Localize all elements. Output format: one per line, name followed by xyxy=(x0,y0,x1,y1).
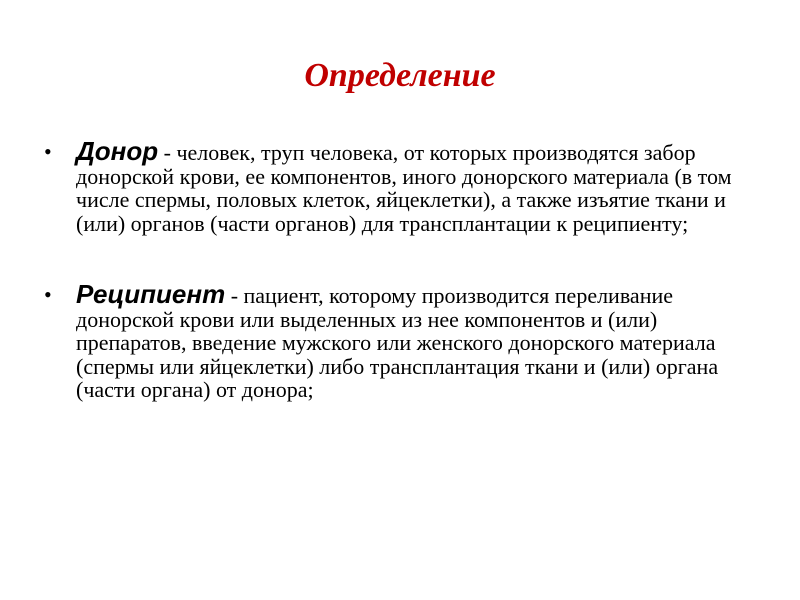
bullet-icon: • xyxy=(44,282,52,307)
definition-donor: - человек, труп человека, от которых производятся забор донорской крови, ее компонентов, иного донорского материала (в том числе спермы, половых клеток, яйцеклетки), а также изъятие ткани и (или) органов (части органов) для трансплантации к реципиенту; xyxy=(76,140,732,236)
definition-list xyxy=(44,136,764,402)
definition-item-donor xyxy=(44,136,764,236)
bullet-icon: • xyxy=(44,139,52,164)
term-donor: Донор xyxy=(76,136,159,166)
term-recipient: Реципиент xyxy=(76,279,226,309)
definition-item-recipient xyxy=(44,279,764,402)
definition-recipient: - пациент, которому производится переливание донорской крови или выделенных из нее компонентов и (или) препаратов, введение мужского или женского донорского материала (спермы или яйцеклетки) либо трансплантация ткани и (или) органа (части органа) от донора; xyxy=(76,283,719,402)
slide-title: Определение xyxy=(304,57,496,94)
